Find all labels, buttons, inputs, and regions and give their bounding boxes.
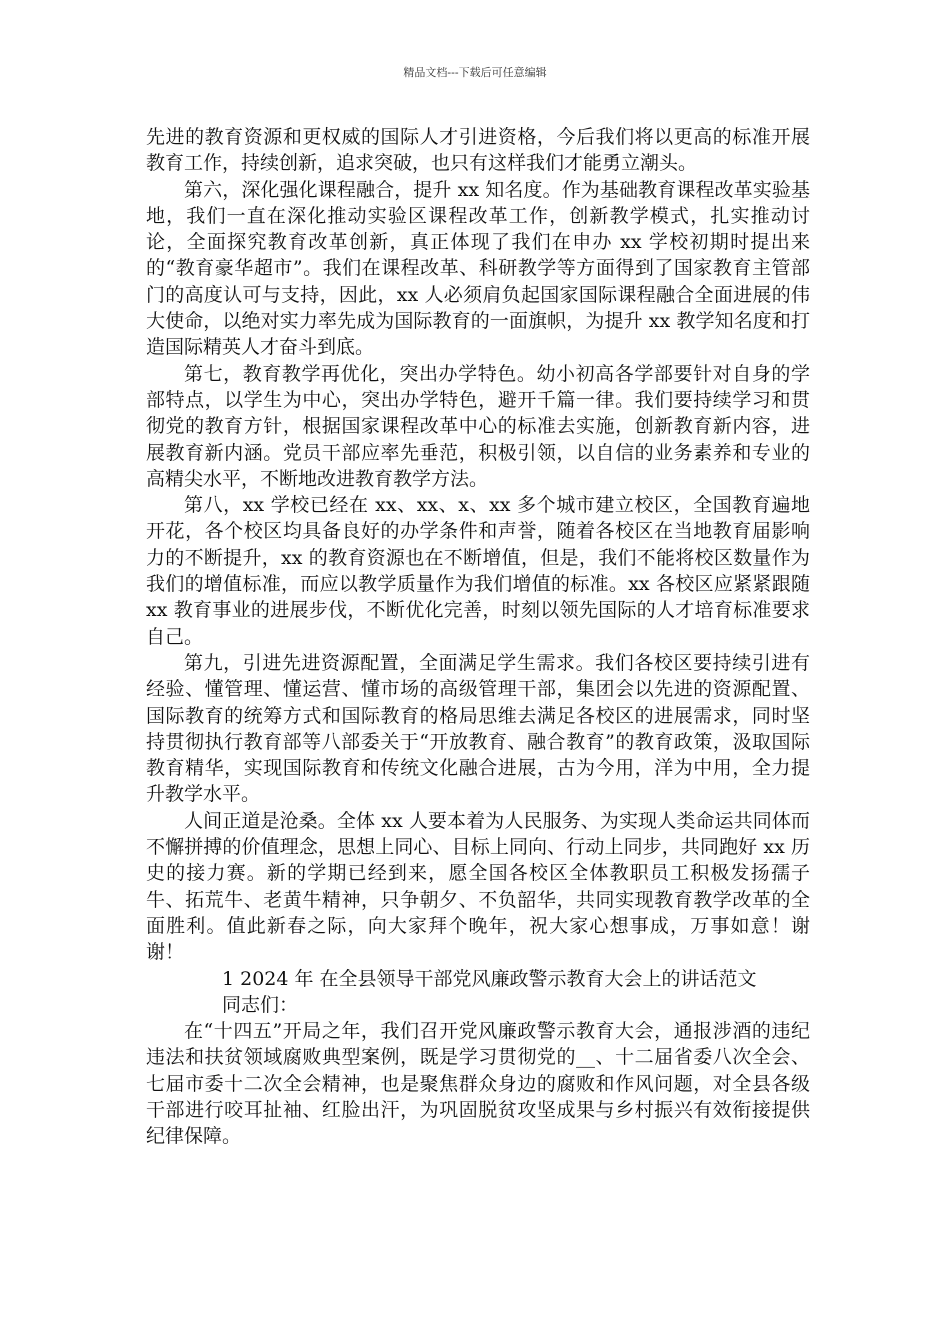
document-body <box>146 124 810 1150</box>
paragraph-opening: 在“十四五”开局之年，我们召开党风廉政警示教育大会，通报涉酒的违纪违法和扶贫领域腐败典型案例，既是学习贯彻党的__、十二届省委八次全会、七届市委十二次全会精神，也是聚焦群众身边的腐败和作风问题，对全县各级干部进行咬耳扯袖、红脸出汗，为巩固脱贫攻坚成果与乡村振兴有效衔接提供纪律保障。 <box>146 1020 810 1148</box>
paragraph-ninth: 第九，引进先进资源配置，全面满足学生需求。我们各校区要持续引进有经验、懂管理、懂运营、懂市场的高级管理干部，集团会以先进的资源配置、国际教育的统筹方式和国际教育的格局思维去满足各校区的进展需求，同时坚持贯彻执行教育部等八部委关于“开放教育、融合教育”的教育政策，汲取国际教育精华，实现国际教育和传统文化融合进展，古为今用，洋为中用，全力提升教学水平。 <box>146 651 810 806</box>
paragraph-continuation: 先进的教育资源和更权威的国际人才引进资格，今后我们将以更高的标准开展教育工作，持续创新，追求突破，也只有这样我们才能勇立潮头。 <box>146 126 810 175</box>
paragraph-sixth: 第六，深化强化课程融合，提升 xx 知名度。作为基础教育课程改革实验基地，我们一直在深化推动实验区课程改革工作，创新教学模式，扎实推动讨论，全面探究教育改革创新，真正体现了我们在申办 xx 学校初期时提出来的“教育豪华超市”。我们在课程改革、科研教学等方面得到了国家教育主管部门的高度认可与支持，因此，xx 人必须肩负起国家国际课程融合全面进展的伟大使命，以绝对实力率先成为国际教育的一面旗帜，为提升 xx 教学知名度和打造国际精英人才奋斗到底。 <box>146 178 810 359</box>
salutation: 同志们： <box>222 993 299 1016</box>
page-header: 精品文档---下载后可任意编辑 <box>403 66 547 79</box>
paragraph-closing: 人间正道是沧桑。全体 xx 人要本着为人民服务、为实现人类命运共同体而不懈拼搏的价值理念，思想上同心、目标上同向、行动上同步，共同跑好 xx 历史的接力赛。新的学期已经到来，愿全国各校区全体教职员工积极发扬孺子牛、拓荒牛、老黄牛精神，只争朝夕、不负韶华，共同实现教育教学改革的全面胜利。值此新春之际，向大家拜个晚年，祝大家心想事成，万事如意！谢谢！ <box>146 809 810 964</box>
paragraph-seventh: 第七，教育教学再优化，突出办学特色。幼小初高各学部要针对自身的学部特点，以学生为中心，突出办学特色，避开千篇一律。我们要持续学习和贯彻党的教育方针，根据国家课程改革中心的标准去实施，创新教育新内容，进展教育新内涵。党员干部应率先垂范，积极引领，以自信的业务素养和专业的高精尖水平，不断地改进教育教学方法。 <box>146 362 810 490</box>
section-title: 1 2024 年 在全县领导干部党风廉政警示教育大会上的讲话范文 <box>222 967 757 990</box>
paragraph-eighth: 第八，xx 学校已经在 xx、xx、x、xx 多个城市建立校区，全国教育遍地开花，各个校区均具备良好的办学条件和声誉，随着各校区在当地教育届影响力的不断提升，xx 的教育资源也在不断增值，但是，我们不能将校区数量作为我们的增值标准，而应以教学质量作为我们增值的标准。xx 各校区应紧紧跟随 xx 教育事业的进展步伐，不断优化完善，时刻以领先国际的人才培育标准要求自己。 <box>146 494 810 648</box>
